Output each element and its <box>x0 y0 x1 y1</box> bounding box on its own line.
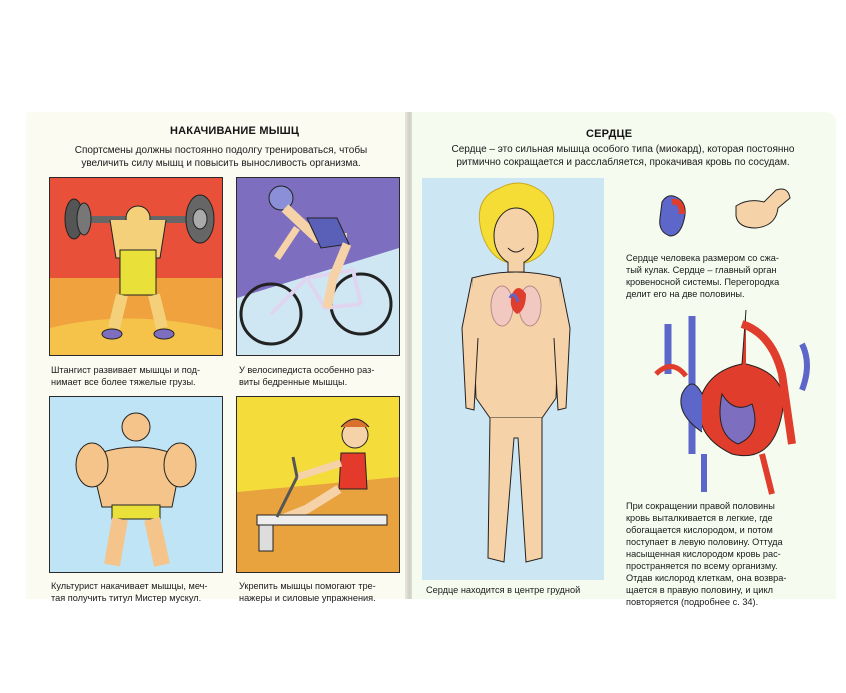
circulation-caption: щается в правую половину, и цикл <box>626 585 773 595</box>
intro-text-line: ритмично сокращается и расслабляется, прокачивая кровь по сосудам. <box>456 157 790 168</box>
intro-text-line: Сердце – это сильная мышца особого типа (миокард), которая постоянно <box>451 144 795 155</box>
heart-size-caption: Сердце человека размером со сжа- <box>626 253 779 263</box>
bodybuilder-caption: тая получить титул Мистер мускул. <box>51 593 202 603</box>
circulation-caption: При сокращении правой половины <box>626 501 775 511</box>
body-caption: Сердце находится в центре грудной <box>426 585 581 595</box>
heart-fist-illustration <box>648 180 818 246</box>
bodybuilder-caption: Культурист накачивает мышцы, меч- <box>51 581 208 591</box>
bodybuilder-illustration <box>49 396 223 573</box>
left-page <box>26 112 407 603</box>
circulation-caption: пространяется по всему организму. <box>626 561 778 571</box>
page-title: СЕРДЦЕ <box>586 128 633 140</box>
circulation-caption: поступает в левую половину. Оттуда <box>626 537 783 547</box>
rower-caption: нажеры и силовые упражнения. <box>239 593 376 603</box>
cyclist-caption: У велосипедиста особенно раз- <box>239 365 375 375</box>
cyclist-caption: виты бедренные мышцы. <box>239 377 348 387</box>
human-body-illustration <box>422 178 604 580</box>
heart-size-caption: тый кулак. Сердце – главный орган <box>626 265 777 275</box>
circulation-caption: кровь выталкивается в легкие, где <box>626 513 773 523</box>
right-page <box>412 112 836 607</box>
heart-size-caption: делит его на две половины. <box>626 289 745 299</box>
weightlifter-illustration <box>49 177 223 356</box>
weightlifter-caption: нимает все более тяжелые грузы. <box>51 377 196 387</box>
book-spread <box>26 112 836 607</box>
heart-circulation-diagram <box>642 304 822 500</box>
intro-text-line: увеличить силу мышц и повысить выносливость организма. <box>81 158 361 169</box>
weightlifter-caption: Штангист развивает мышцы и под- <box>51 365 201 375</box>
circulation-caption: насыщенная кислородом кровь рас- <box>626 549 781 559</box>
cyclist-illustration <box>236 177 400 356</box>
circulation-caption: обогащается кислородом, и потом <box>626 525 773 535</box>
page-title: НАКАЧИВАНИЕ МЫШЦ <box>170 125 300 137</box>
intro-text-line: Спортсмены должны постоянно подолгу тренироваться, чтобы <box>74 145 368 156</box>
circulation-caption: повторяется (подробнее с. 34). <box>626 597 759 607</box>
circulation-caption: Отдав кислород клеткам, она возвра- <box>626 573 787 583</box>
rower-caption: Укрепить мышцы помогают тре- <box>239 581 376 591</box>
heart-size-caption: кровеносной системы. Перегородка <box>626 277 780 287</box>
rower-illustration <box>236 396 400 573</box>
